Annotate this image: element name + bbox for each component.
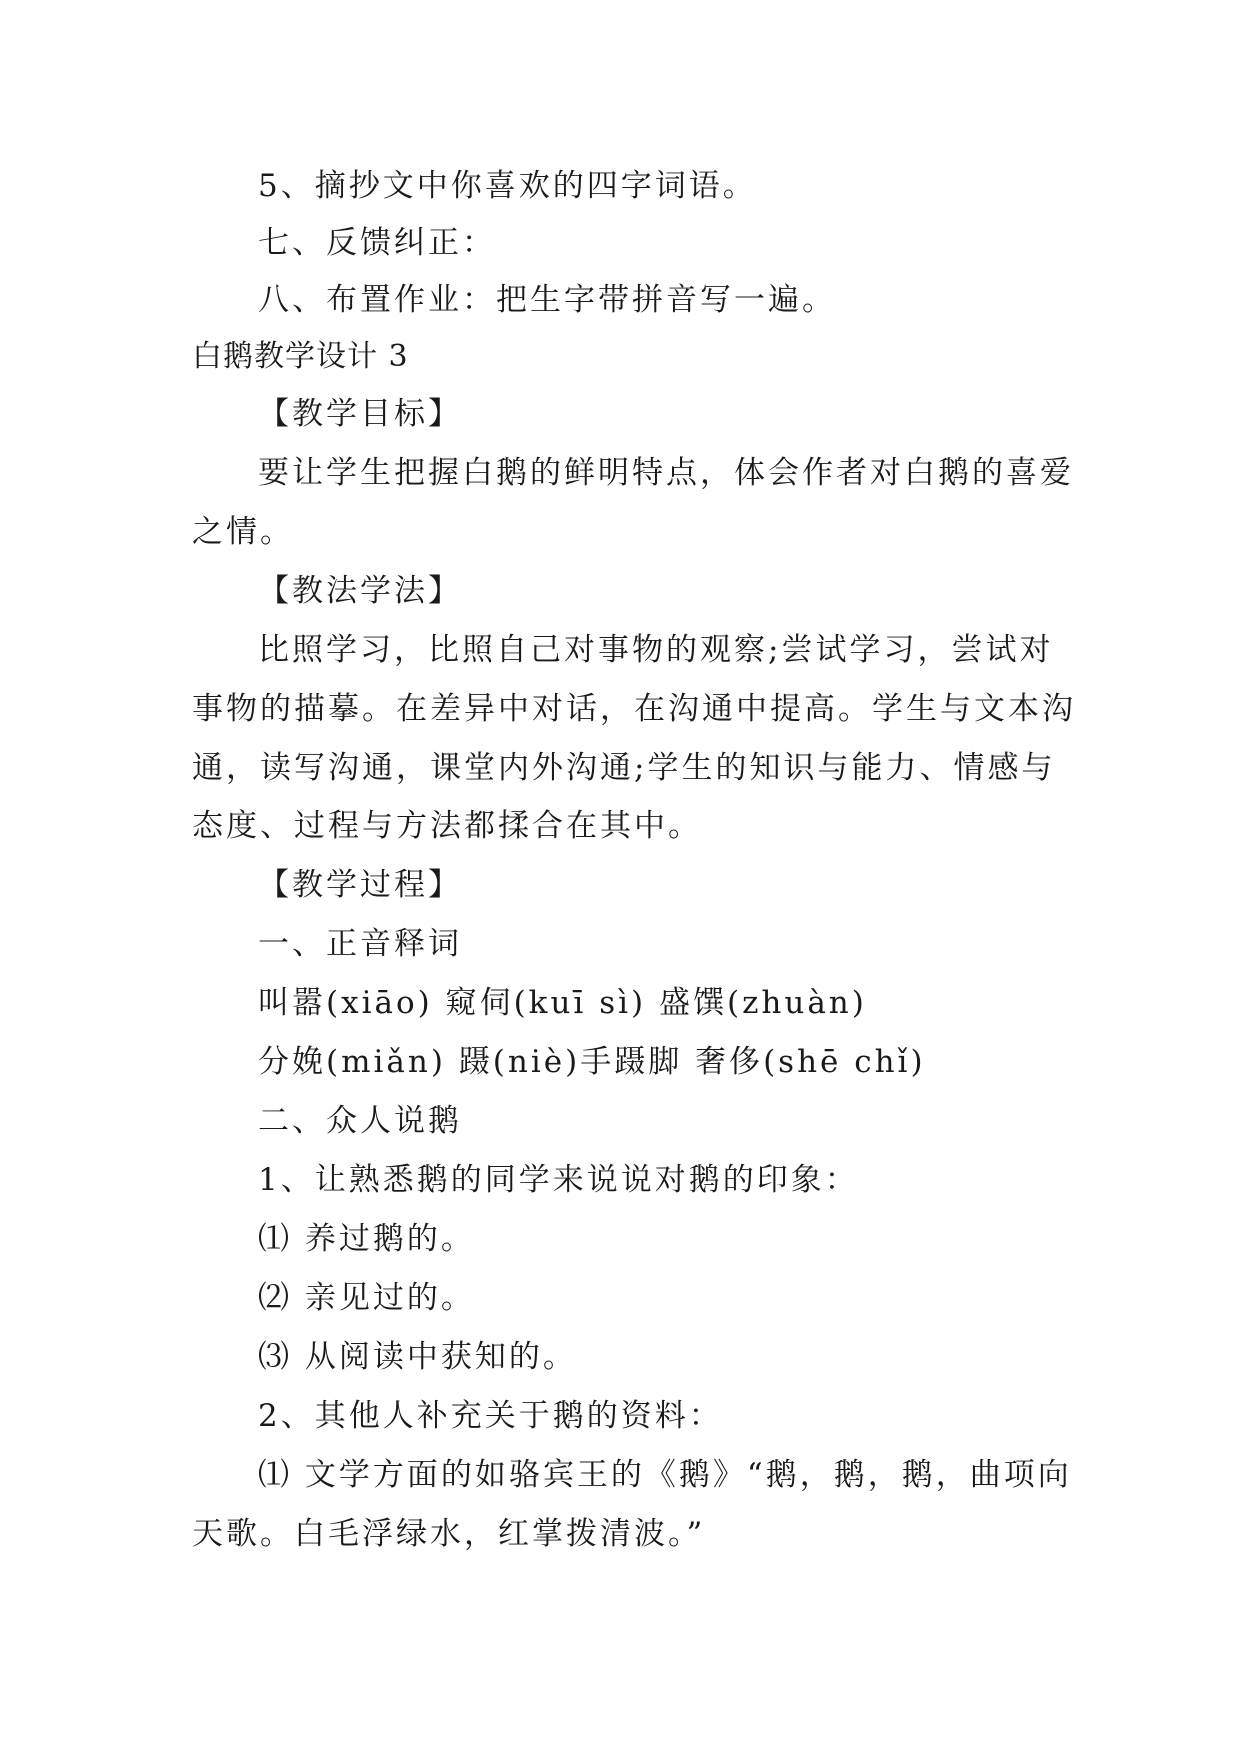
list-item-impressions: 1、让熟悉鹅的同学来说说对鹅的印象：: [258, 1162, 859, 1198]
paragraph-methods-line-4: 态度、过程与方法都揉合在其中。: [192, 808, 702, 844]
section-feedback: 七、反馈纠正：: [258, 225, 496, 261]
section-homework: 八、布置作业：把生字带拼音写一遍。: [258, 282, 836, 318]
list-item-supplement: 2、其他人补充关于鹅的资料：: [258, 1398, 723, 1434]
section-pronunciation: 一、正音释词: [258, 926, 462, 962]
sub-item-read: ⑶ 从阅读中获知的。: [258, 1339, 577, 1375]
sub-item-seen: ⑵ 亲见过的。: [258, 1280, 475, 1316]
pinyin-line-1: 叫嚣(xiāo) 窥伺(kuī sì) 盛馔(zhuàn): [258, 985, 867, 1021]
paragraph-methods-line-1: 比照学习，比照自己对事物的观察;尝试学习，尝试对: [258, 632, 1054, 668]
sub-item-raised: ⑴ 养过鹅的。: [258, 1221, 475, 1257]
document-title: 白鹅教学设计 3: [192, 339, 409, 374]
list-item-copy-idioms: 5、摘抄文中你喜欢的四字词语。: [258, 168, 757, 204]
section-discussion: 二、众人说鹅: [258, 1103, 462, 1139]
paragraph-methods-line-3: 通，读写沟通，课堂内外沟通;学生的知识与能力、情感与: [192, 750, 1056, 786]
heading-methods: 【教法学法】: [258, 573, 462, 609]
heading-teaching-process: 【教学过程】: [258, 867, 462, 903]
heading-teaching-goals: 【教学目标】: [258, 396, 462, 432]
paragraph-goals-line-1: 要让学生把握白鹅的鲜明特点，体会作者对白鹅的喜爱: [258, 455, 1074, 491]
paragraph-methods-line-2: 事物的描摹。在差异中对话，在沟通中提高。学生与文本沟: [192, 691, 1076, 727]
pinyin-line-2: 分娩(miǎn) 蹑(niè)手蹑脚 奢侈(shē chǐ): [258, 1044, 926, 1080]
sub-item-literature-line-2: 天歌。白毛浮绿水，红掌拨清波。”: [192, 1516, 706, 1552]
sub-item-literature-line-1: ⑴ 文学方面的如骆宾王的《鹅》“鹅，鹅，鹅，曲项向: [258, 1457, 1072, 1493]
paragraph-goals-line-2: 之情。: [192, 514, 294, 550]
